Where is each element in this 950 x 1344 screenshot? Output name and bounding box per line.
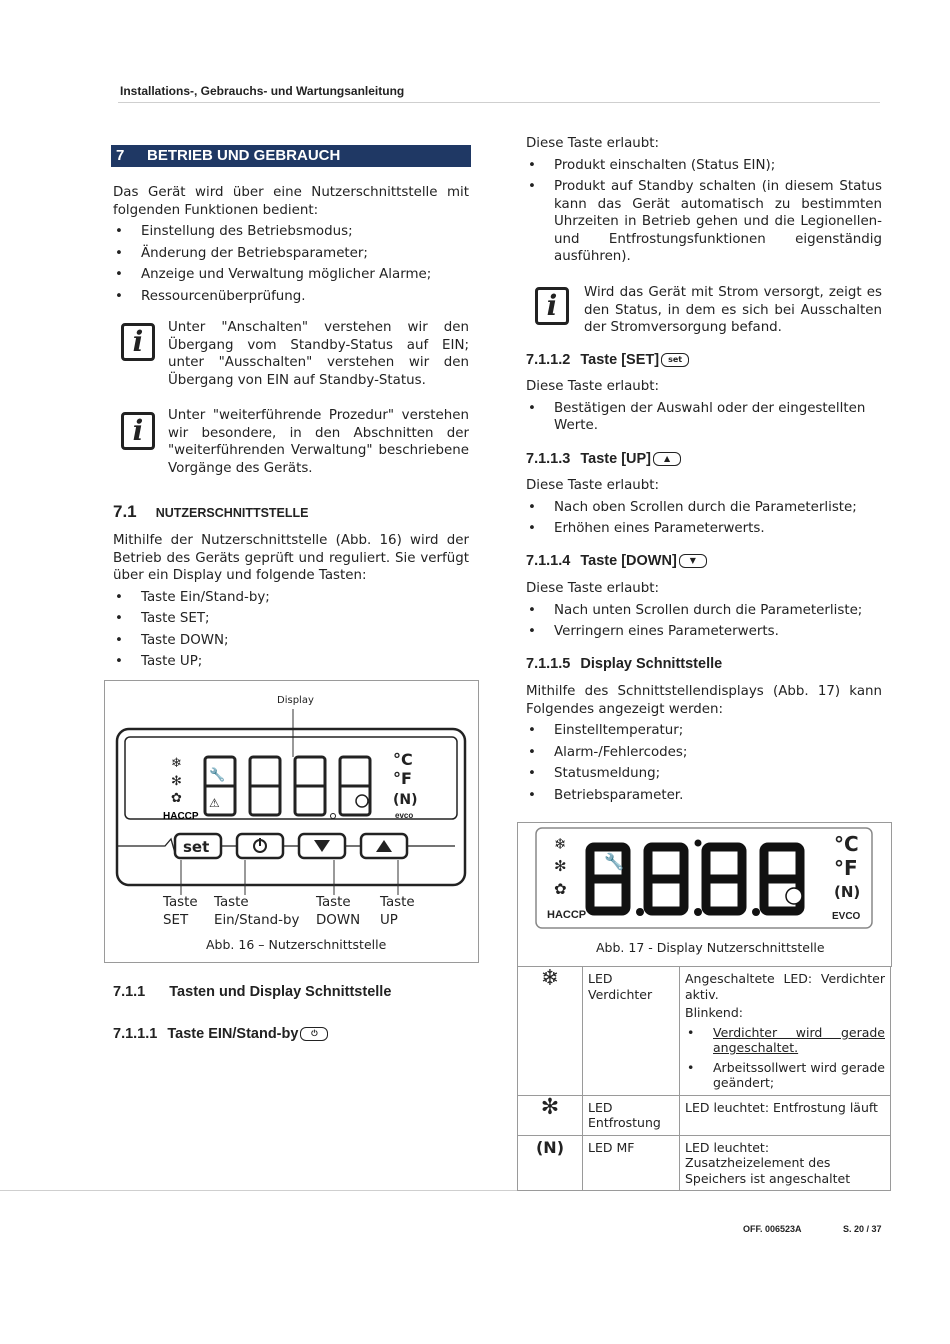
list-item: • Erhöhen eines Parameterwerts.: [526, 520, 882, 538]
intro-paragraph: Das Gerät wird über eine Nutzerschnittstelle mit folgenden Funktionen bedient:: [113, 185, 469, 218]
led-name: LED MF: [583, 1135, 680, 1191]
up-key-icon: ▲: [653, 452, 681, 466]
key-label-line: Taste: [316, 895, 351, 910]
table-row: [518, 1095, 891, 1135]
down-key-description: [526, 580, 882, 641]
intro-list: [113, 223, 469, 305]
celsius-label: °C: [834, 832, 859, 856]
list-item: • Produkt auf Standby schalten (in diesem Status kann das Gerät automatisch zu bestimmten Uhrzeiten in Betrieb gehen und die Legionellen- und Entfrostungsfunktionen eigenständig ausführen).: [526, 178, 882, 266]
section-7-1-1-5-heading: [526, 656, 722, 672]
set-key-description: [526, 378, 882, 435]
fahrenheit-label: °F: [393, 769, 412, 788]
list-item: • Bestätigen der Auswahl oder der eingestellten Werte.: [526, 400, 882, 435]
svg-text:✿: ✿: [171, 791, 182, 806]
svg-text:✻: ✻: [554, 857, 567, 875]
intro-block: [113, 184, 469, 305]
list-item: • Taste UP;: [113, 653, 469, 671]
list-item: • Taste DOWN;: [113, 632, 469, 650]
section-title: Taste [UP]: [580, 451, 652, 467]
table-row: [518, 1135, 891, 1191]
key-label-set: [163, 894, 198, 929]
svg-text:❄: ❄: [554, 835, 567, 853]
section-number: 7.1.1.1: [113, 1026, 158, 1042]
section-paragraph: Mithilfe der Nutzerschnittstelle (Abb. 16) wird der Betrieb des Geräts geprüft und reguliert. Sie verfügt über ein Display und folgende Tasten:: [113, 533, 469, 583]
down-key-list: [526, 602, 882, 641]
section-7-1-1-3-heading: [526, 451, 681, 467]
list-item: • Ressourcenüberprüfung.: [113, 288, 469, 306]
section-title: Taste EIN/Stand-by: [167, 1026, 299, 1042]
section-title: NUTZERSCHNITTSTELLE: [155, 506, 309, 520]
section-7-1-body: [113, 532, 469, 671]
document-header: Installations-, Gebrauchs- und Wartungsanleitung: [120, 84, 405, 98]
key-list: [113, 589, 469, 671]
figure-16: [104, 680, 479, 963]
list-item: • Statusmeldung;: [526, 765, 882, 783]
key-label-line: DOWN: [316, 912, 361, 928]
mf-icon: (N): [518, 1135, 583, 1191]
section-number: 7.1.1: [113, 984, 146, 1000]
figure-16-caption: Abb. 16 – Nutzerschnittstelle: [206, 937, 387, 952]
section-title: Taste [DOWN]: [580, 553, 677, 569]
section-7-1-1-4-heading: [526, 553, 707, 569]
header-divider: [118, 102, 880, 103]
list-item: • Verringern eines Parameterwerts.: [526, 623, 882, 641]
paragraph: Mithilfe des Schnittstellendisplays (Abb. 17) kann Folgendes angezeigt werden:: [526, 684, 882, 717]
section-number: 7.1: [113, 502, 137, 521]
svg-text:(N): (N): [393, 792, 418, 808]
display-description: [526, 683, 882, 804]
key-label-line: UP: [380, 912, 398, 928]
celsius-label: °C: [393, 750, 413, 769]
defrost-icon: ✻: [518, 1095, 583, 1135]
section-title: Display Schnittstelle: [580, 656, 723, 672]
list-item: • Produkt einschalten (Status EIN);: [526, 157, 882, 175]
section-title: Tasten und Display Schnittstelle: [169, 984, 392, 1000]
snowflake-icon: ❄: [518, 967, 583, 1096]
led-description: [680, 967, 891, 1096]
svg-text:⚠: ⚠: [209, 796, 220, 810]
set-key-icon: set: [661, 353, 689, 367]
fahrenheit-label: °F: [834, 856, 858, 880]
section-number: 7.1.1.3: [526, 451, 571, 467]
power-key-list: [526, 157, 882, 266]
list-item: • Einstelltemperatur;: [526, 722, 882, 740]
page-number: S. 20 / 37: [843, 1224, 882, 1234]
haccp-label: HACCP: [547, 909, 587, 921]
led-name: LED Entfrostung: [583, 1095, 680, 1135]
set-key-label: set: [183, 838, 210, 856]
brand-label: EVCO: [832, 911, 861, 922]
list-item: • Arbeitssollwert wird gerade geändert;: [685, 1060, 885, 1091]
display-list: [526, 722, 882, 804]
list-item: • Nach unten Scrollen durch die Parameterliste;: [526, 602, 882, 620]
display-diagram: [518, 823, 891, 943]
section-7-1-heading: [113, 502, 309, 522]
section-number: 7: [116, 147, 125, 164]
section-number: 7.1.1.5: [526, 656, 571, 672]
note-stromversorgung: Wird das Gerät mit Strom versorgt, zeigt es den Status, in dem es sich bei Ausschalten der Stromversorgung befand.: [584, 285, 882, 335]
svg-text:❄: ❄: [171, 756, 182, 771]
list-item: • Änderung der Betriebsparameter;: [113, 245, 469, 263]
key-label-power: [214, 894, 299, 929]
key-label-line: Ein/Stand-by: [214, 912, 300, 928]
key-label-line: Taste: [163, 895, 198, 910]
paragraph: Diese Taste erlaubt:: [526, 478, 660, 493]
note-anschalten: Unter "Anschalten" verstehen wir den Übergang vom Standby-Status auf EIN; unter "Ausschalten" verstehen wir den Übergang von EIN auf Standby-Status.: [168, 320, 469, 388]
table-row: [518, 967, 891, 1096]
svg-text:✻: ✻: [171, 774, 182, 789]
key-label-line: Taste: [214, 895, 249, 910]
list-item: • Alarm-/Fehlercodes;: [526, 744, 882, 762]
info-icon: i: [121, 412, 155, 450]
list-item: • Betriebsparameter.: [526, 787, 882, 805]
brand-label: evco: [395, 811, 414, 820]
section-title: BETRIEB UND GEBRAUCH: [147, 147, 341, 164]
key-label-down: [316, 894, 360, 929]
svg-text:🔧: 🔧: [209, 768, 226, 783]
led-blink-list: [685, 1025, 885, 1091]
power-key-icon: ⏻: [300, 1027, 328, 1041]
note-prozedur: Unter "weiterführende Prozedur" verstehen wir besondere, in den Abschnitten der "weiterführenden Verwaltung" beschriebene Vorgänge des Geräts.: [168, 408, 469, 476]
paragraph: Diese Taste erlaubt:: [526, 136, 660, 151]
document-number: OFF. 006523A: [743, 1224, 802, 1234]
set-key-list: [526, 400, 882, 435]
figure-17-caption: Abb. 17 - Display Nutzerschnittstelle: [596, 940, 825, 955]
svg-text:(N): (N): [834, 883, 861, 901]
led-table: [517, 966, 891, 1191]
list-item: • Taste Ein/Stand-by;: [113, 589, 469, 607]
led-description: LED leuchtet: Entfrostung läuft: [680, 1095, 891, 1135]
paragraph: Diese Taste erlaubt:: [526, 379, 660, 394]
list-item: • Verdichter wird gerade angeschaltet.: [685, 1025, 885, 1056]
led-name: LED Verdichter: [583, 967, 680, 1096]
up-key-list: [526, 499, 882, 538]
list-item: • Anzeige und Verwaltung möglicher Alarme;: [113, 266, 469, 284]
haccp-label: HACCP: [163, 811, 199, 822]
svg-text:🔧: 🔧: [604, 852, 624, 871]
down-key-icon: ▼: [679, 554, 707, 568]
info-icon: i: [121, 323, 155, 361]
key-label-line: Taste: [380, 895, 415, 910]
svg-text:⚠: ⚠: [598, 891, 611, 907]
figure-17: [517, 822, 892, 967]
key-label-line: SET: [163, 912, 189, 928]
section-7-1-1-1-heading: [113, 1026, 328, 1042]
section-7-1-1-heading: [113, 984, 391, 1000]
list-item: • Einstellung des Betriebsmodus;: [113, 223, 469, 241]
section-title: Taste [SET]: [580, 352, 660, 368]
key-label-up: [380, 894, 415, 929]
paragraph: Diese Taste erlaubt:: [526, 581, 660, 596]
list-item: • Nach oben Scrollen durch die Parameterliste;: [526, 499, 882, 517]
led-text: Angeschaltete LED: Verdichter aktiv.: [685, 971, 885, 1002]
info-icon: i: [535, 287, 569, 325]
up-key-description: [526, 477, 882, 538]
section-number: 7.1.1.2: [526, 352, 571, 368]
section-7-1-1-2-heading: [526, 352, 689, 368]
led-description: LED leuchtet: Zusatzheizelement des Speichers ist angeschaltet: [680, 1135, 891, 1191]
list-item: • Taste SET;: [113, 610, 469, 628]
led-blink-label: Blinkend:: [685, 1005, 743, 1020]
svg-text:✿: ✿: [554, 880, 567, 898]
section-7-heading: [111, 145, 471, 167]
section-number: 7.1.1.4: [526, 553, 571, 569]
power-key-description: [526, 135, 882, 266]
display-callout: Display: [277, 695, 314, 706]
